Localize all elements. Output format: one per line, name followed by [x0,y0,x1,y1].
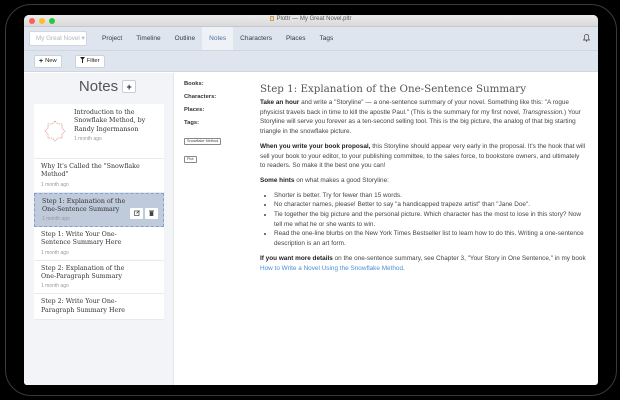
note-item[interactable] [34,227,164,261]
title-bar [24,15,598,27]
text: ) Your Storyline will serve you forever as a ten-second selling tool. This is the big picture, the analog of that big starting triangle in the snowflake picture. [260,108,581,136]
tab-characters[interactable]: Characters [240,35,272,42]
places-label[interactable]: Places: [184,107,205,113]
new-note-button[interactable] [34,55,62,68]
note-title: Step 1: Write Your One-Sentence Summary Here [41,231,122,247]
trash-icon [149,210,154,216]
note-item[interactable] [34,294,164,320]
delete-note-button[interactable] [145,208,158,219]
note-time: 1 month ago [74,135,102,142]
snowflake-icon [44,109,66,153]
note-item[interactable] [34,159,164,193]
tab-outline[interactable]: Outline [174,35,196,42]
text: this Storyline should appear very early in the proposal. It's the hook that will sell your book to your editor, to your publishing committee, to the sales force, to bookstore owners, and ultimately to readers. So make it the best one you can! [260,142,586,170]
bell-icon[interactable] [583,34,590,44]
notes-heading: Notes [78,78,119,95]
bold-text: Some hints [260,176,295,184]
tag-badge: Snowflake Method [184,138,221,145]
note-list[interactable] [34,104,164,320]
paragraph [260,254,586,273]
bold-text: Take an hour [260,99,300,106]
book-link[interactable]: How to Write a Novel Using the Snowflake Method [260,264,404,272]
filter-icon [80,57,85,65]
hints-list [274,191,586,249]
notes-sidebar [24,73,174,385]
note-title: Step 2: Write Your One-Paragraph Summary Here [41,298,125,314]
note-time: 1 month ago [41,283,69,290]
tab-project[interactable]: Project [102,35,123,42]
book-select[interactable]: My Great Novel ▾ [29,31,87,46]
note-time: 1 month ago [42,216,70,223]
plus-icon: + [39,57,44,65]
text: on what makes a good Storyline: [294,176,389,184]
tags-label[interactable]: Tags: [184,120,200,126]
note-title: Step 2: Explanation of the One-Paragraph Summary [41,264,125,281]
note-item[interactable] [34,104,164,159]
characters-label[interactable]: Characters: [184,94,217,100]
list-item: • Tie together the big picture and the personal picture. Which character has the most to lose in this story? Now tell me what he or she wants to win. [274,210,586,229]
tag-badge: Plot [184,156,197,163]
note-heading: Step 1: Explanation of the One-Sentence Summary [260,83,527,95]
window-title-text: Plottr — My Great Novel.pltr [276,16,352,22]
note-title: Step 1: Explanation of the One-Sentence Summary [42,197,126,213]
list-item: • Read the one-line blurbs on the New York Times Bestseller list to learn how to do this. Writing a one-sentence description is an art form. [274,229,586,248]
note-time: 1 month ago [41,181,69,188]
main-nav [24,27,598,51]
list-item: • Shorter is better. Try for fewer than 15 words. [274,191,586,201]
add-note-button[interactable]: + [122,80,136,93]
books-label[interactable]: Books: [184,81,204,87]
filter-button[interactable] [75,55,105,68]
note-actions [130,208,158,219]
paragraph [260,176,586,186]
note-time: 1 month ago [41,249,69,256]
document-icon [270,16,274,21]
app-window [24,15,598,385]
italic-text: Transgression. [522,108,565,116]
note-metadata [174,73,252,385]
edit-icon [134,210,140,216]
notes-view [24,73,598,385]
text: . [403,264,405,272]
notes-header [24,73,173,100]
note-item[interactable] [34,261,164,295]
text: on the one-sentence summary, see Chapter 3, "Your Story in One Sentence," in my book [332,254,586,262]
note-item-selected[interactable] [34,193,164,228]
paragraph [260,98,586,137]
new-label: New [45,58,57,64]
note-content[interactable] [252,73,598,385]
tab-timeline[interactable]: Timeline [136,35,161,42]
note-title: Why It's Called the "Snowflake Method" [41,163,140,179]
bold-text: When you write your book proposal, [260,142,371,150]
text: and write a "Storyline" — a one-sentence summary of your novel. Something like this: "A rogue physicist travels back in time to kill the apostle Paul." (This is the summary for my first novel, [260,99,569,116]
filter-label: Filter [86,58,100,64]
tab-notes[interactable]: Notes [202,27,233,50]
edit-note-button[interactable] [130,208,143,219]
list-item: • No character names, please! Better to say "a handicapped trapeze artist" than "Jane Doe". [274,200,586,210]
bold-text: If you want more details [260,254,333,262]
tab-tags[interactable]: Tags [319,35,334,42]
note-title: Introduction to the Snowflake Method, by Randy Ingermanson [74,109,146,133]
tab-places[interactable]: Places [285,35,306,42]
notes-toolbar [24,51,598,72]
paragraph [260,142,586,171]
window-title [24,16,598,22]
